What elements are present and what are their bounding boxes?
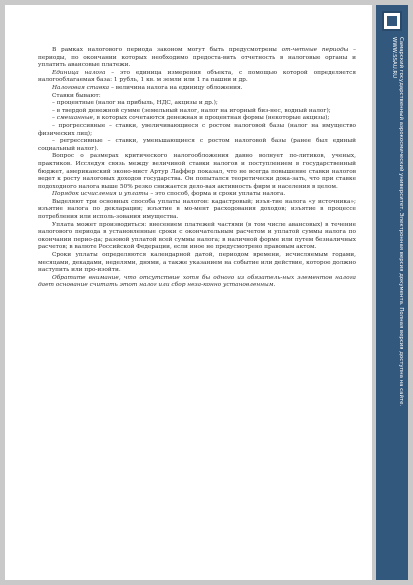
text-run: В рамках налогового периода законом могут быть предусмотрены bbox=[52, 47, 282, 53]
text-run: Уплата может производиться: внесением платежей частями (в том числе авансовых) в течение налогового периода в установленные сроки с окончательным расчетом и уплатой суммы налога по окончании перио-да; разовой уплатой всей суммы налога; в наличной форме или путем безналичных расчетов; в валюте Российской Федерации, если иное не предусмотрено правовым актом. bbox=[38, 221, 356, 251]
publisher-sidebar bbox=[376, 5, 408, 580]
text-run: – процентные (налог на прибыль, НДС, акцизы и др.); bbox=[52, 100, 218, 107]
paragraph bbox=[38, 199, 356, 222]
paragraph bbox=[38, 252, 356, 275]
text-run: Ставки бывают: bbox=[52, 92, 101, 99]
text-run: – регрессивные – ставки, уменьшающиеся с ростом налоговой базы (ранее был единый социальный налог). bbox=[38, 138, 356, 152]
document-body bbox=[38, 47, 356, 290]
text-run: – в твердой денежной сумме (земельный налог, налог на игорный биз-нес, водный налог); bbox=[52, 107, 331, 114]
emphasized-text: смешанные bbox=[56, 115, 93, 122]
emphasized-text: Налоговая ставка bbox=[52, 84, 110, 91]
sidebar-caption-line1: Самарский государственный аэрокосмический университет. Электронная версия документа. Полная версия доступна на сайте. bbox=[398, 37, 404, 407]
text-run: , в которых сочетаются денежная и процентная формы (некоторые акцизы); bbox=[92, 115, 330, 122]
document-page bbox=[5, 5, 372, 580]
text-run: – это способ, форма и сроки уплаты налога. bbox=[148, 191, 286, 198]
text-run: – периоды, по окончании которых необходимо предоста-вить отчетность в налоговые органы и уплатить авансовые платежи. bbox=[38, 47, 356, 69]
paragraph bbox=[38, 100, 356, 108]
sidebar-caption bbox=[391, 37, 404, 577]
publisher-logo-icon bbox=[382, 11, 402, 31]
text-run: Вопрос о размерах критического налогообложения давно волнует по-литиков, ученых, практиков. Исследуя связь между величиной ставки налогов и поступлением в государственный бюджет, американский эконо-мист Артур Лаффер показал, что не всегда повышение ставки налогов ведет к росту налоговых доходов государства. Он попытался теоретически дока-зать, что при ставке подоходного налога выше 50% резко снижается дело-вая активность фирм и населения в целом. bbox=[38, 153, 356, 190]
sidebar-caption-line2: WWW.SSAU.RU bbox=[391, 37, 398, 79]
text-run: Сроки уплаты определяются календарной датой, периодом времени, исчисляемым годами, месяцами, декадами, неделями, днями, а также указанием на событие или действие, которое должно наступить или про-изойти. bbox=[38, 252, 356, 274]
text-run: – это единица измерения объекта, с помощью которой определяется налогооблагаемая база: 1 рубль, 1 кв. м земли или 1 га пашни и др. bbox=[38, 69, 356, 84]
emphasized-text: Порядок исчисления и уплаты bbox=[52, 191, 149, 198]
emphasized-text: от-четные периоды bbox=[281, 47, 349, 53]
text-run: – прогрессивные – ставки, увеличивающиеся с ростом налоговой базы (налог на имущество физических лиц); bbox=[38, 122, 356, 137]
paragraph bbox=[38, 153, 356, 191]
emphasized-text: Обратите внимание, что отсутствие хотя бы одного из обязатель-ных элементов налога дает основание считать этот налог или сбор неза-конно установленным. bbox=[38, 274, 356, 289]
paragraph bbox=[38, 123, 356, 138]
paragraph bbox=[38, 47, 356, 70]
paragraph bbox=[38, 115, 356, 123]
emphasized-text: Единица налога bbox=[52, 69, 106, 76]
text-run: – bbox=[52, 115, 57, 122]
paragraph bbox=[38, 138, 356, 153]
paragraph bbox=[38, 70, 356, 85]
paragraph bbox=[38, 191, 356, 199]
text-run: Выделяют три основных способа уплаты налогов: кадастровый; изъя-тие налога «у источника»; изъятие налога по декларации; изъятие в мо-мент расходования доходов; изъятие в процессе потребления или исполь-зования имущества. bbox=[38, 198, 356, 221]
paragraph bbox=[38, 222, 356, 252]
paragraph bbox=[38, 275, 356, 290]
paragraph bbox=[38, 85, 356, 93]
text-run: – величина налога на единицу обложения. bbox=[109, 84, 243, 91]
